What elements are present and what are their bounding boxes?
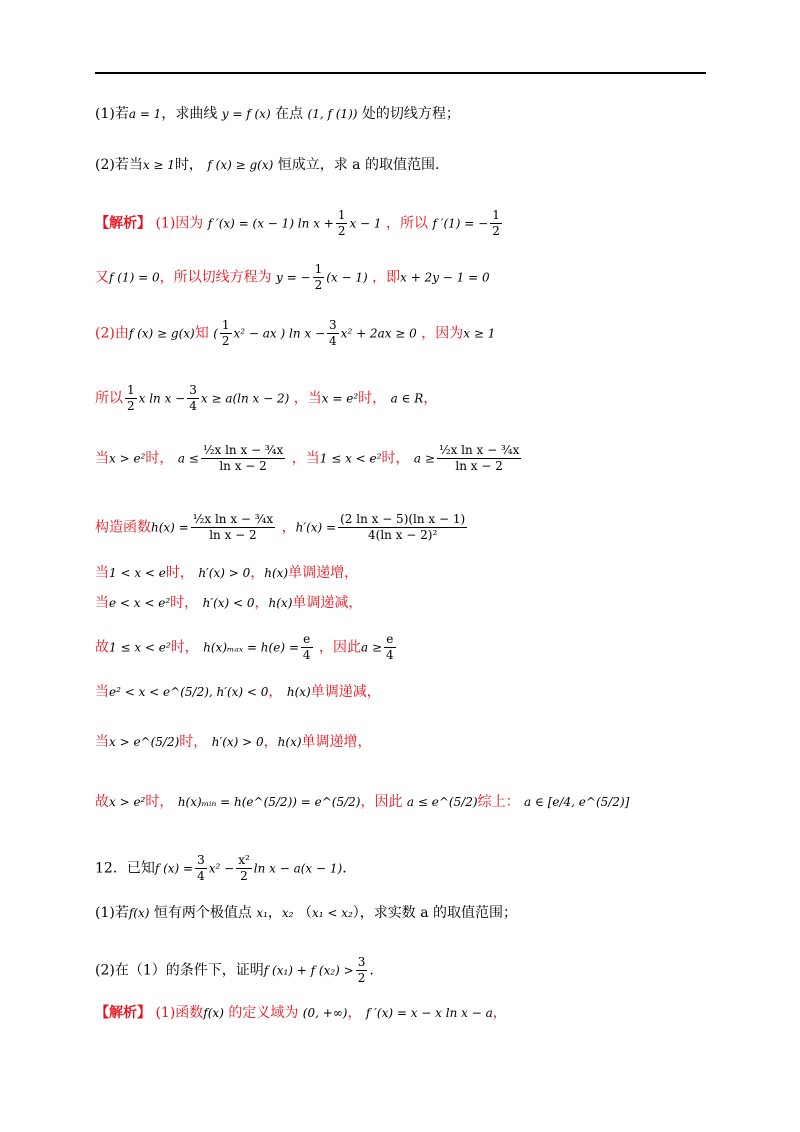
sol11-line9: 故1 ≤ x < e²时， h(x)ₘₐₓ = h(e) = $\frac{e}{4}$ ，因此a ≥ $\frac{e}{4}$	[95, 632, 394, 662]
sol11-line3: (2)由f (x) ≥ g(x)知 ( $\frac{1}{2}$ x² − ax ) ln x − $\frac{3}{4}$ x² + 2ax ≥ 0 ，因为x ≥ 1	[95, 318, 496, 348]
sol11-line5: 当x > e²时， a ≤ $\frac{\text{½x ln x − ¾x}}{\text{ln x − 2}}$ ，当1 ≤ x < e²时， a ≥ $\frac{\text{½x ln x − ¾x}}{\text{ln x − 2}}$	[95, 443, 520, 473]
sol11-line2: 又f (1) = 0，所以切线方程为 y = − $\frac{1}{2}$ (x − 1) ，即x + 2y − 1 = 0	[95, 262, 490, 292]
header-rule	[95, 72, 706, 74]
sol11-line4: 所以 $\frac{1}{2}$ x ln x − $\frac{3}{4}$ x ≥ a(ln x − 2) ，当x = e²时， a ∈ R，	[95, 383, 438, 413]
q12-part1: (1)若f(x) 恒有两个极值点 x₁，x₂ （x₁ < x₂），求实数 a 的取值范围；	[95, 905, 518, 921]
sol11-line8: 当e < x < e²时， h′(x) < 0，h(x)单调递减，	[95, 595, 363, 611]
sol11-line6: 构造函数h(x) = $\frac{\text{½x ln x − ¾x}}{\text{ln x − 2}}$ ，h′(x) = $\frac{\text{(2 ln x − 5)(ln x − 1)}}{\text{4(ln x − 2)²}}$	[95, 512, 466, 542]
solution-tag: 【解析】	[95, 215, 151, 232]
sol11-line1: 【解析】 (1)因为 f ′(x) = (x − 1) ln x + $\frac{1}{2}$ x − 1 ，所以 f ′(1) = − $\frac{1}{2}$	[95, 208, 500, 238]
q12-stem: 12．已知f (x) = $\frac{3}{4}$ x² − $\frac{\text{x²}}{2}$ ln x − a(x − 1).	[95, 853, 347, 883]
q12-part2: (2)在（1）的条件下，证明f (x₁) + f (x₂) > $\frac{3}{2}$ .	[95, 955, 374, 985]
q11-part2: (2)若当x ≥ 1时， f (x) ≥ g(x) 恒成立，求 a 的取值范围.	[95, 157, 440, 173]
solution-tag: 【解析】	[95, 1005, 151, 1021]
q11-part1: (1)若a = 1，求曲线 y = f (x) 在点 (1, f (1)) 处的切线方程；	[95, 106, 460, 122]
sol11-line11: 当x > e^(5/2)时， h′(x) > 0，h(x)单调递增，	[95, 734, 372, 750]
sol11-line10: 当e² < x < e^(5/2), h′(x) < 0， h(x)单调递减，	[95, 684, 381, 700]
sol11-line7: 当1 < x < e时， h′(x) > 0，h(x)单调递增，	[95, 565, 359, 581]
sol11-line12: 故x > e²时， h(x)ₘᵢₙ = h(e^(5/2)) = e^(5/2)，因此 a ≤ e^(5/2)综上： a ∈ [e/4, e^(5/2)]	[95, 794, 630, 810]
sol12-line1: 【解析】 (1)函数f(x) 的定义域为 (0, +∞)， f ′(x) = x − x ln x − a，	[95, 1005, 507, 1021]
